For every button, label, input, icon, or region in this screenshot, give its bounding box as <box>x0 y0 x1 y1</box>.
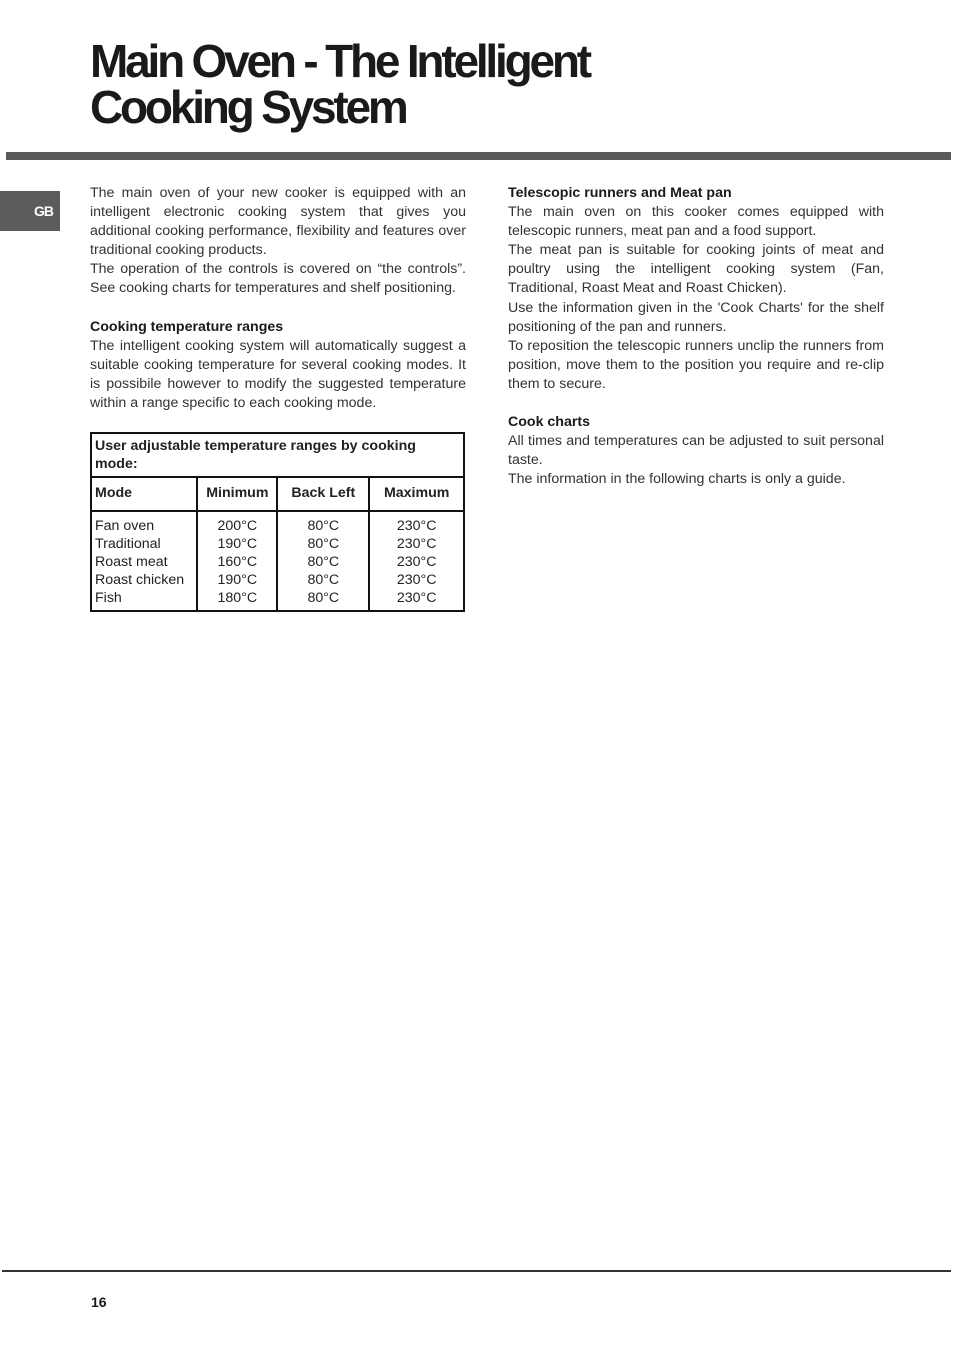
footer-divider <box>2 1270 951 1272</box>
column-header-back-left: Back Left <box>277 477 369 511</box>
header-divider <box>6 152 951 160</box>
right-column <box>508 184 884 489</box>
ranges-heading: Cooking temperature ranges <box>90 318 284 335</box>
cook-charts-paragraph-2: The information in the following charts is only a guide. <box>508 471 846 488</box>
mode-cell: Roast meat <box>91 553 197 571</box>
maximum-cell: 230°C <box>369 535 464 553</box>
runners-paragraph-2: The meat pan is suitable for cooking joints of meat and poultry using the intelligent cooking system (Fan, Traditional, Roast Meat and Roast Chicken). <box>508 242 884 297</box>
maximum-cell: 230°C <box>369 553 464 571</box>
mode-cell: Fish <box>91 589 197 611</box>
cook-charts-paragraph-1: All times and temperatures can be adjusted to suit personal taste. <box>508 433 884 469</box>
page-number: 16 <box>91 1294 107 1310</box>
table-row <box>91 511 464 535</box>
minimum-cell: 190°C <box>197 571 277 589</box>
maximum-cell: 230°C <box>369 589 464 611</box>
left-column <box>90 184 466 612</box>
minimum-cell: 190°C <box>197 535 277 553</box>
temperature-ranges-table <box>90 432 465 612</box>
minimum-cell: 160°C <box>197 553 277 571</box>
intro-paragraph: The main oven of your new cooker is equipped with an intelligent electronic cooking system that gives you additional cooking performance, flexibility and features over traditional cooking products. <box>90 185 466 259</box>
runners-paragraph-3: Use the information given in the 'Cook Charts' for the shelf positioning of the pan and runners. <box>508 299 884 335</box>
runners-heading: Telescopic runners and Meat pan <box>508 185 732 201</box>
mode-cell: Roast chicken <box>91 571 197 589</box>
back-left-cell: 80°C <box>277 535 369 553</box>
mode-cell: Fan oven <box>91 511 197 535</box>
column-header-minimum: Minimum <box>197 477 277 511</box>
ranges-paragraph: The intelligent cooking system will automatically suggest a suitable cooking temperature for several cooking modes. It is possibile however to modify the suggested temperature within a range specific to each cooking mode. <box>90 337 466 411</box>
column-header-mode: Mode <box>91 477 197 511</box>
maximum-cell: 230°C <box>369 571 464 589</box>
table-row <box>91 589 464 611</box>
page-title <box>90 35 810 133</box>
page-title-line-2: Cooking System <box>90 81 406 133</box>
page-title-line-1: Main Oven - The Intelligent <box>90 35 589 87</box>
column-header-maximum: Maximum <box>369 477 464 511</box>
table-row <box>91 571 464 589</box>
table-caption: User adjustable temperature ranges by cooking mode: <box>91 433 464 477</box>
mode-cell: Traditional <box>91 535 197 553</box>
back-left-cell: 80°C <box>277 571 369 589</box>
back-left-cell: 80°C <box>277 511 369 535</box>
maximum-cell: 230°C <box>369 511 464 535</box>
table-row <box>91 553 464 571</box>
language-tab: GB <box>0 191 60 231</box>
cook-charts-heading: Cook charts <box>508 414 590 431</box>
table-row <box>91 535 464 553</box>
minimum-cell: 200°C <box>197 511 277 535</box>
runners-paragraph-4: To reposition the telescopic runners unclip the runners from position, move them to the position you require and re-clip them to secure. <box>508 337 884 392</box>
back-left-cell: 80°C <box>277 553 369 571</box>
minimum-cell: 180°C <box>197 589 277 611</box>
controls-paragraph: The operation of the controls is covered on “the controls”. See cooking charts for temperatures and shelf positioning. <box>90 261 466 297</box>
back-left-cell: 80°C <box>277 589 369 611</box>
runners-paragraph-1: The main oven on this cooker comes equipped with telescopic runners, meat pan and a food support. <box>508 204 884 240</box>
